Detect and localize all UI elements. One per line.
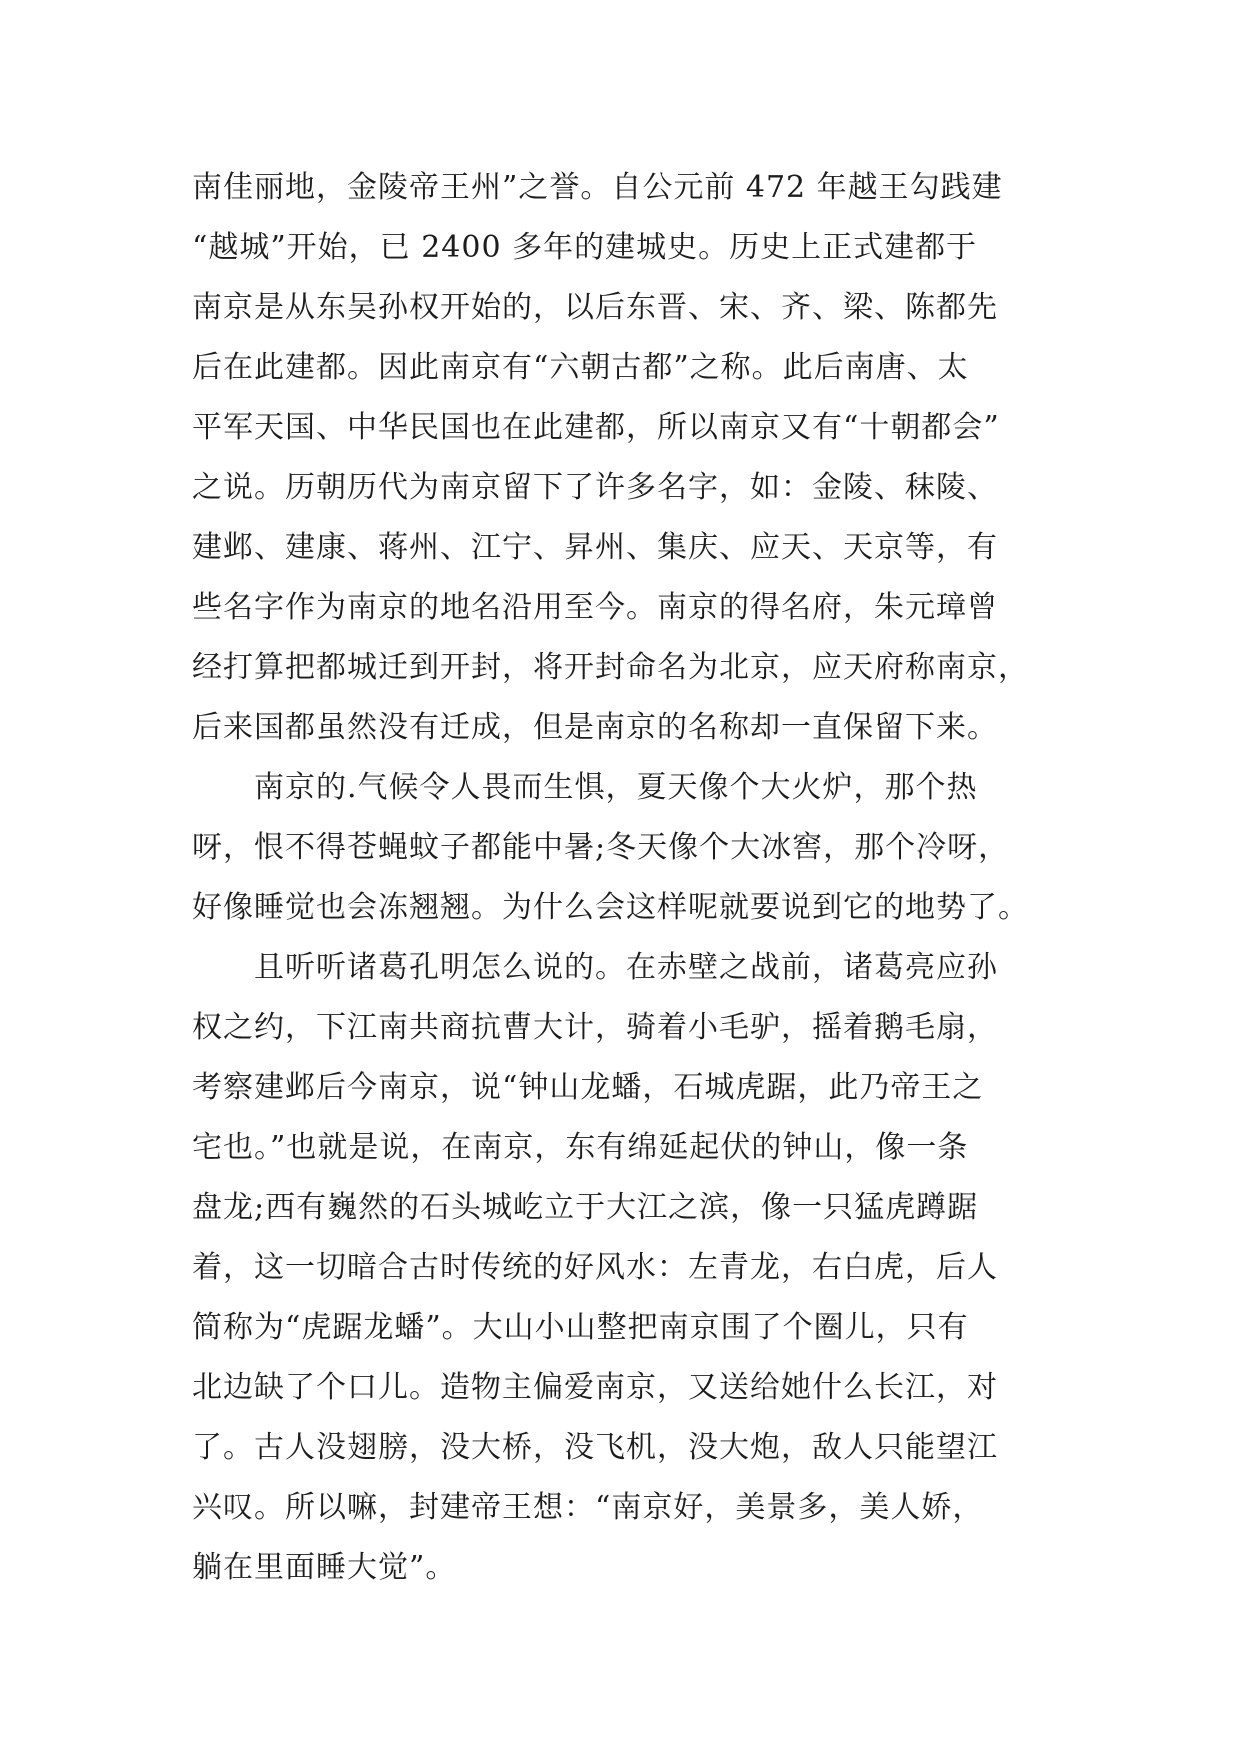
text-line: 考察建邺后今南京，说“钟山龙蟠，石城虎踞，此乃帝王之	[192, 1070, 984, 1105]
text-line: 权之约，下江南共商抗曹大计，骑着小毛驴，摇着鹅毛扇，	[192, 1010, 998, 1045]
text-line: 之说。历朝历代为南京留下了许多名字，如：金陵、秣陵、	[192, 470, 998, 505]
text-line: 建邺、建康、蒋州、江宁、昇州、集庆、应天、天京等，有	[192, 530, 998, 565]
document-body	[192, 158, 1072, 1598]
text-line: 呀，恨不得苍蝇蚊子都能中暑;冬天像个大冰窖，那个冷呀，	[192, 830, 1010, 865]
text-line: 盘龙;西有巍然的石头城屹立于大江之滨，像一只猛虎蹲踞	[192, 1190, 979, 1225]
text-line: 宅也。”也就是说，在南京，东有绵延起伏的钟山，像一条	[192, 1130, 969, 1165]
text-line: 南佳丽地，金陵帝王州”之誉。自公元前 472 年越王勾践建	[192, 170, 1003, 205]
text-line: 后在此建都。因此南京有“六朝古都”之称。此后南唐、太	[192, 350, 969, 385]
text-line: 南京的.气候令人畏而生惧，夏天像个大火炉，那个热	[254, 770, 978, 805]
text-line: 且听听诸葛孔明怎么说的。在赤壁之战前，诸葛亮应孙	[254, 950, 998, 985]
text-line: 着，这一切暗合古时传统的好风水：左青龙，右白虎，后人	[192, 1250, 998, 1285]
text-line: 简称为“虎踞龙蟠”。大山小山整把南京围了个圈儿，只有	[192, 1310, 969, 1345]
text-line: 躺在里面睡大觉”。	[192, 1550, 457, 1585]
paragraph-3	[192, 938, 1072, 1598]
text-line: “越城”开始，已 2400 多年的建城史。历史上正式建都于	[192, 230, 978, 265]
text-line: 后来国都虽然没有迁成，但是南京的名称却一直保留下来。	[192, 710, 998, 745]
text-line: 兴叹。所以嘛，封建帝王想：“南京好，美景多，美人娇，	[192, 1490, 984, 1525]
text-line: 好像睡觉也会冻翘翘。为什么会这样呢就要说到它的地势了。	[192, 890, 1029, 925]
text-line: 经打算把都城迁到开封，将开封命名为北京，应天府称南京，	[192, 650, 1029, 685]
text-line: 了。古人没翅膀，没大桥，没飞机，没大炮，敌人只能望江	[192, 1430, 998, 1465]
text-line: 北边缺了个口儿。造物主偏爱南京，又送给她什么长江，对	[192, 1370, 998, 1405]
text-line: 平军天国、中华民国也在此建都，所以南京又有“十朝都会”	[192, 410, 1000, 445]
text-line: 些名字作为南京的地名沿用至今。南京的得名府，朱元璋曾	[192, 590, 998, 625]
paragraph-2	[192, 758, 1072, 938]
paragraph-1	[192, 158, 1072, 758]
text-line: 南京是从东吴孙权开始的，以后东晋、宋、齐、梁、陈都先	[192, 290, 998, 325]
